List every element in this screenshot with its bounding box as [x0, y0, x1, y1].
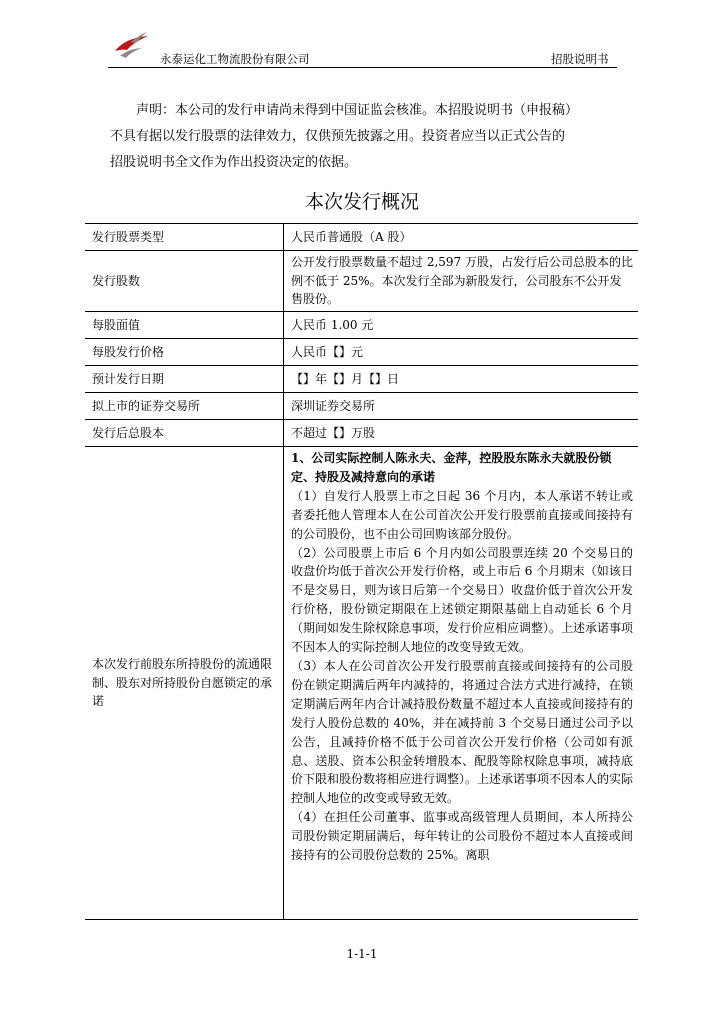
row-value: 【】年【】月【】日 — [284, 366, 639, 393]
table-row — [85, 224, 638, 251]
row-label: 发行股数 — [85, 251, 284, 312]
page-title: 本次发行概况 — [304, 191, 419, 213]
commitment-paragraph: （3）本人在公司首次公开发行股票前直接或间接持有的公司股份在锁定期满后两年内减持的，将通过合法方式进行减持，在锁定期满后两年内合计减持股份数量不超过本人直接或间接持有的发行人股份总数的 40%，并在减持前 3 个交易日通过公司予以公告，且减持价格不低于公司首次公开发行价格（公司如有派息、送股、资本公积金转增股本、配股等除权除息事项，减持底价下限和股份数将相应进行调整）。上述承诺事项不因本人的实际控制人地位的改变或导致无效。 — [291, 658, 634, 806]
table-row — [85, 447, 638, 920]
commitment-paragraph: （2）公司股票上市后 6 个月内如公司股票连续 20 个交易日的收盘价均低于首次公开发行价格，或上市后 6 个月期末（如该日不是交易日，则为该日后第一个交易日）收盘价低于首次公开发行价格，股份锁定期限在上述锁定期限基础上自动延长 6 个月（期间如发生除权除息事项，发行价应相应调整）。上述承诺事项不因本人的实际控制人地位的改变导致无效。 — [291, 545, 634, 655]
page-header — [0, 0, 724, 72]
table-row — [85, 420, 638, 447]
commitment-paragraph: （4）在担任公司董事、监事或高级管理人员期间，本人所持公司股份锁定期届满后，每年转让的公司股份不超过本人直接或间接持有的公司股份总数的 25%。离职 — [291, 810, 633, 863]
disclaimer-line: 招股说明书全文作为作出投资决定的依据。 — [110, 155, 358, 170]
page-number: 1-1-1 — [346, 947, 378, 961]
lockup-commitments — [284, 447, 639, 920]
table-row — [85, 393, 638, 420]
commitment-paragraph: （1）自发行人股票上市之日起 36 个月内，本人承诺不转让或者委托他人管理本人在公司首次公开发行股票前直接或间接持有的公司股份，也不由公司回购该部分股份。 — [291, 488, 633, 541]
row-value: 人民币【】元 — [284, 339, 639, 366]
disclaimer-line: 声明：本公司的发行申请尚未得到中国证监会核准。本招股说明书（申报稿） — [136, 103, 579, 118]
document-type: 招股说明书 — [551, 52, 609, 66]
company-name: 永泰运化工物流股份有限公司 — [160, 52, 310, 66]
row-label: 每股发行价格 — [85, 339, 284, 366]
disclaimer-line: 不具有据以发行股票的法律效力，仅供预先披露之用。投资者应当以正式公告的 — [110, 129, 566, 144]
row-value: 不超过【】万股 — [284, 420, 639, 447]
row-label: 发行后总股本 — [85, 420, 284, 447]
row-label: 每股面值 — [85, 312, 284, 339]
commitment-heading: 1、公司实际控制人陈永夫、金萍，控股股东陈永夫就股份锁定、持股及减持意向的承诺 — [291, 451, 612, 484]
row-label: 本次发行前股东所持股份的流通限制、股东对所持股份自愿锁定的承诺 — [85, 447, 284, 920]
row-value: 人民币普通股（A 股） — [284, 224, 639, 251]
row-value: 深圳证券交易所 — [284, 393, 639, 420]
row-value: 人民币 1.00 元 — [284, 312, 639, 339]
disclaimer — [110, 98, 650, 176]
table-row — [85, 366, 638, 393]
row-value: 公开发行股票数量不超过 2,597 万股，占发行后公司总股本的比例不低于 25%。本次发行全部为新股发行，公司股东不公开发售股份。 — [284, 251, 639, 312]
table-row — [85, 339, 638, 366]
bird-logo-icon — [112, 29, 150, 61]
row-label: 拟上市的证券交易所 — [85, 393, 284, 420]
row-label: 预计发行日期 — [85, 366, 284, 393]
offering-summary-table — [85, 223, 638, 920]
row-label: 发行股票类型 — [85, 224, 284, 251]
header-divider — [108, 67, 617, 68]
table-row — [85, 251, 638, 312]
table-row — [85, 312, 638, 339]
